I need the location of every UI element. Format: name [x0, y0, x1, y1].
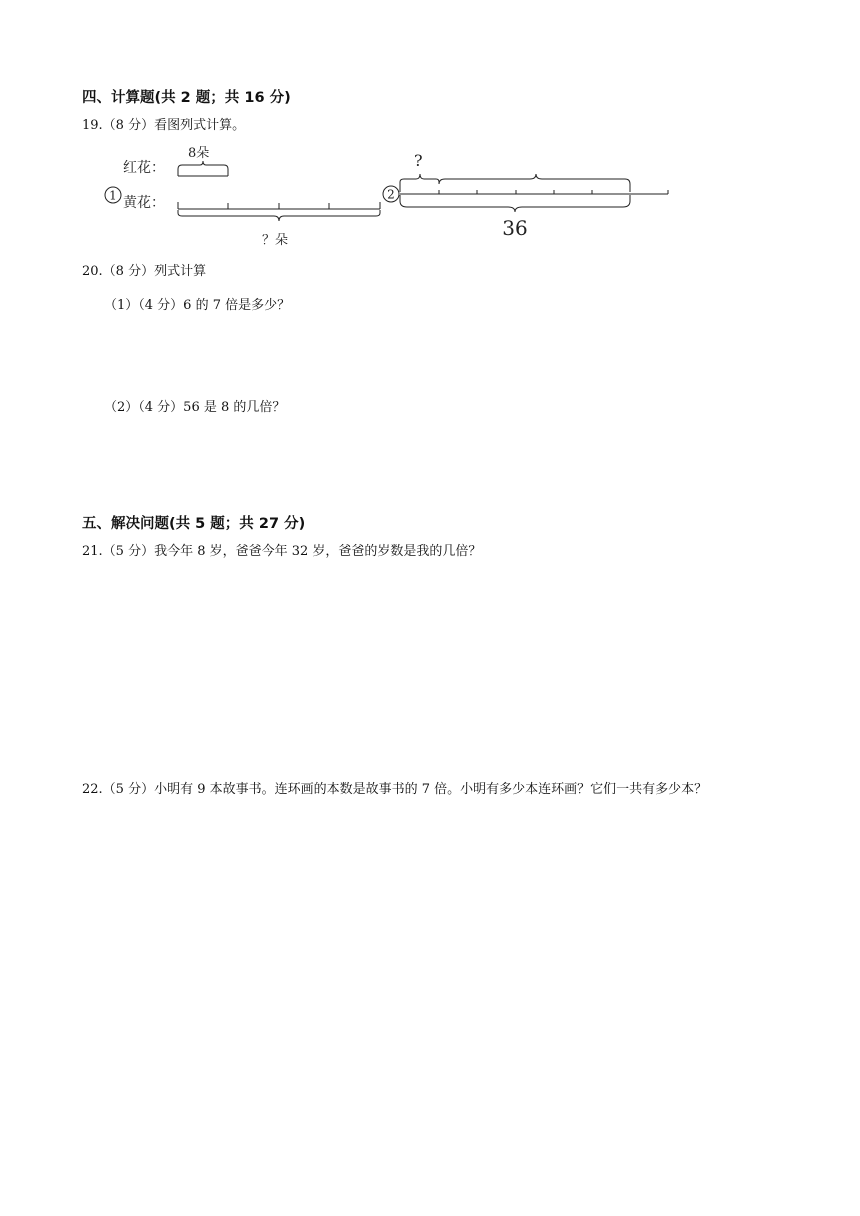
section-4-heading: 四、计算题(共 2 题；共 16 分) — [82, 90, 291, 106]
diagram-2-bottom-label: 36 — [502, 216, 528, 240]
diagram-2-top-label: ? — [414, 151, 423, 170]
diagram-1-row1-label: 红花： — [123, 160, 165, 176]
question-20: 20.（8 分）列式计算 — [82, 264, 207, 279]
diagram-2 — [383, 151, 668, 240]
question-21: 21.（5 分）我今年 8 岁，爸爸今年 32 岁，爸爸的岁数是我的几倍？ — [82, 544, 482, 559]
diagram-1-row2-label: 黄花： — [123, 195, 165, 211]
diagram-2-bottom-brace — [400, 195, 630, 212]
section-5-heading: 五、解决问题(共 5 题；共 27 分) — [82, 516, 306, 532]
diagram-1-top-brace — [178, 161, 228, 176]
question-22: 22.（5 分）小明有 9 本故事书。连环画的本数是故事书的 7 倍。小明有多少本连环画？它们一共有多少本？ — [82, 782, 708, 797]
diagram-1-bottom-label: ？朵 — [262, 233, 289, 248]
diagram-2-marker: 2 — [387, 187, 395, 202]
question-20-part-1: （1）（4 分）6 的 7 倍是多少？ — [104, 298, 291, 313]
diagram-1-marker: 1 — [109, 188, 117, 203]
question-19-diagrams — [100, 140, 680, 252]
diagram-2-small-brace — [400, 174, 439, 192]
question-20-part-2: （2）（4 分）56 是 8 的几倍？ — [104, 400, 286, 415]
diagram-1 — [105, 146, 380, 248]
diagram-2-large-brace — [439, 174, 630, 192]
diagram-1-top-label: 8朵 — [188, 146, 210, 161]
question-19: 19.（8 分）看图列式计算。 — [82, 118, 246, 133]
diagram-1-bottom-brace — [178, 210, 380, 221]
